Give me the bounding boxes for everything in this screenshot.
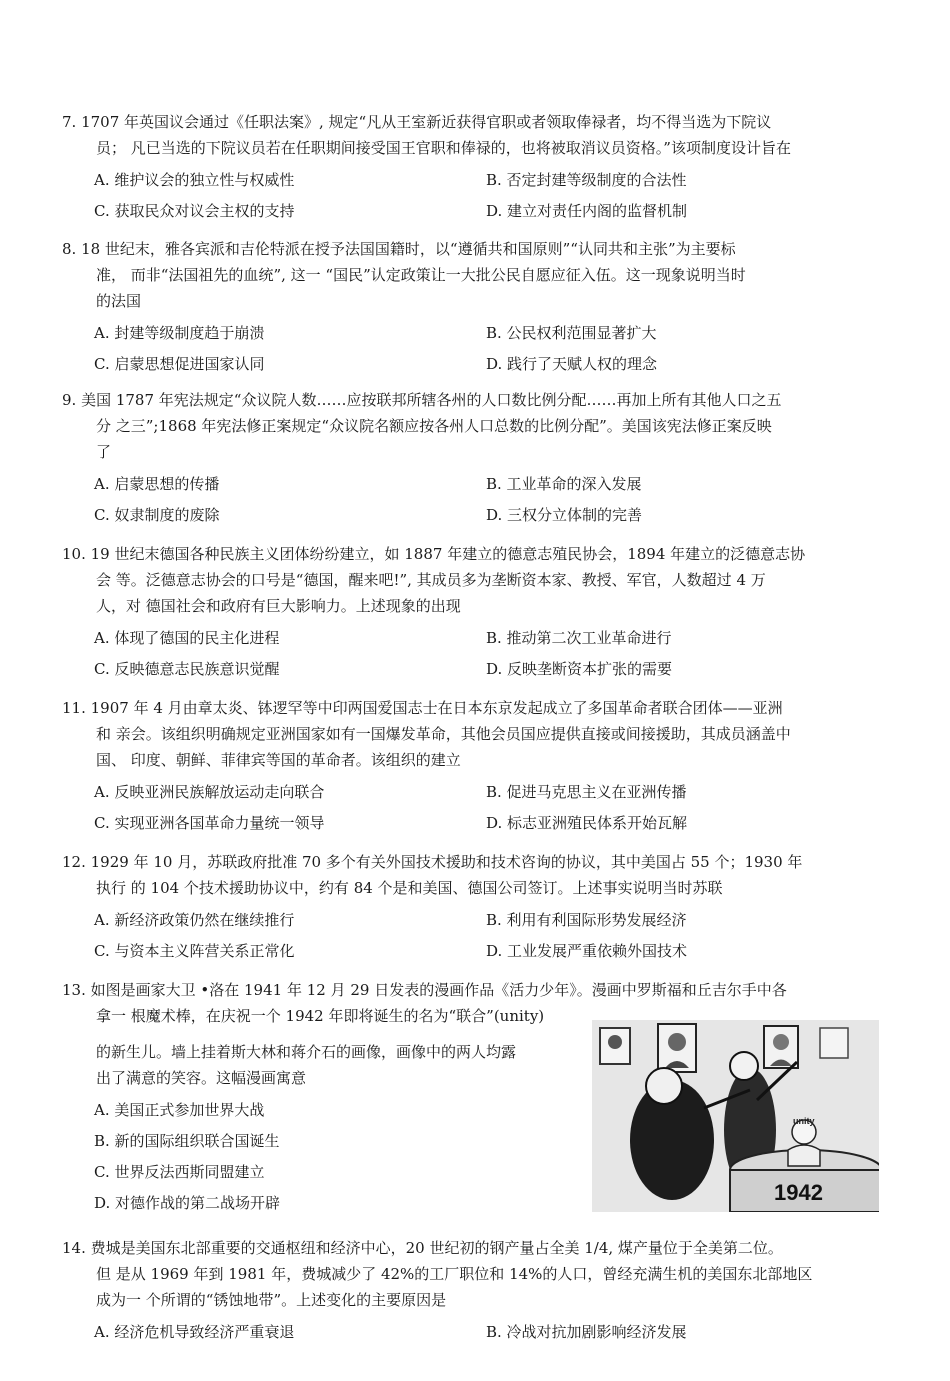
stem-line: 了 [96,443,112,461]
option-b[interactable]: B. 利用有利国际形势发展经济 [486,911,687,929]
cartoon-illustration [592,1020,879,1212]
stem-line: 的法国 [96,292,142,310]
stem-line: 人，对 德国社会和政府有巨大影响力。上述现象的出现 [96,597,461,615]
stem-line: 12. 1929 年 10 月，苏联政府批准 70 多个有关外国技术援助和技术咨询的协议，其中美国占 55 个；1930 年 [62,853,803,871]
question-stem [62,236,882,314]
option-a[interactable]: A. 美国正式参加世界大战 [94,1101,265,1119]
cartoon-year-label: 1942 [774,1180,823,1205]
stem-line: 会 等。泛德意志协会的口号是“德国，醒来吧!”, 其成员多为垄断资本家、教授、军官，人数超过 4 万 [96,571,766,589]
option-c[interactable]: C. 奴隶制度的废除 [94,506,220,524]
stem-line: 7. 1707 年英国议会通过《任职法案》, 规定“凡从王室新近获得官职或者领取俸禄者，均不得当选为下院议 [62,113,772,131]
question-stem [62,849,882,901]
option-a[interactable]: A. 新经济政策仍然在继续推行 [94,911,295,929]
option-d[interactable]: D. 标志亚洲殖民体系开始瓦解 [486,814,688,832]
option-d[interactable]: D. 工业发展严重依赖外国技术 [486,942,688,960]
question-stem [62,541,882,619]
stem-line: 14. 费城是美国东北部重要的交通枢纽和经济中心，20 世纪初的钢产量占全美 1/4, 煤产量位于全美第二位。 [62,1239,783,1257]
option-c[interactable]: C. 获取民众对议会主权的支持 [94,202,295,220]
cartoon-drawing [592,1020,879,1212]
question-14 [62,1235,882,1381]
stem-line: 9. 美国 1787 年宪法规定“众议院人数……应按联邦所辖各州的人口数比例分配……再加上所有其他人口之五 [62,391,782,409]
stem-line: 员； 凡已当选的下院议员若在任职期间接受国王官职和俸禄的，也将被取消议员资格。”该项制度设计旨在 [96,139,791,157]
stem-line: 和 亲会。该组织明确规定亚洲国家如有一国爆发革命，其他会员国应提供直接或间接援助，其成员涵盖中 [96,725,791,743]
option-b[interactable]: B. 推动第二次工业革命进行 [486,629,672,647]
option-d[interactable]: D. 对德作战的第二战场开辟 [94,1194,281,1212]
option-d[interactable]: D. 反映垄断资本扩张的需要 [486,660,673,678]
option-b[interactable]: B. 促进马克思主义在亚洲传播 [486,783,687,801]
stem-line: 出了满意的笑容。这幅漫画寓意 [96,1069,307,1087]
stem-line: 拿一 根魔术棒，在庆祝一个 1942 年即将诞生的名为“联合”(unity) [96,1007,545,1025]
option-a[interactable]: A. 经济危机导致经济严重衰退 [94,1323,295,1341]
stem-line: 成为一 个所谓的“锈蚀地带”。上述变化的主要原因是 [96,1291,447,1309]
question-stem [62,1235,882,1313]
option-d[interactable]: D. 践行了天赋人权的理念 [486,355,658,373]
option-b[interactable]: B. 冷战对抗加剧影响经济发展 [486,1323,687,1341]
question-9 [62,387,882,533]
stem-line: 的新生儿。墙上挂着斯大林和蒋介石的画像，画像中的两人均露 [96,1043,517,1061]
stem-line: 执行 的 104 个技术援助协议中，约有 84 个是和美国、德国公司签订。上述事实说明当时苏联 [96,879,723,897]
option-b[interactable]: B. 公民权利范围显著扩大 [486,324,657,342]
option-a[interactable]: A. 反映亚洲民族解放运动走向联合 [94,783,325,801]
option-d[interactable]: D. 三权分立体制的完善 [486,506,643,524]
question-stem [62,695,882,773]
stem-line: 11. 1907 年 4 月由章太炎、钵逻罕等中印两国爱国志士在日本东京发起成立了多国革命者联合团体——亚洲 [62,699,783,717]
question-7 [62,109,882,229]
option-d[interactable]: D. 建立对责任内阁的监督机制 [486,202,688,220]
question-12 [62,849,882,969]
question-stem [62,387,882,465]
option-c[interactable]: C. 反映德意志民族意识觉醒 [94,660,280,678]
question-11 [62,695,882,841]
option-a[interactable]: A. 封建等级制度趋于崩溃 [94,324,265,342]
option-b[interactable]: B. 否定封建等级制度的合法性 [486,171,687,189]
option-b[interactable]: B. 新的国际组织联合国诞生 [94,1132,280,1150]
option-a[interactable]: A. 启蒙思想的传播 [94,475,220,493]
stem-line: 准， 而非“法国祖先的血统”, 这一 “国民”认定政策让一大批公民自愿应征入伍。这一现象说明当时 [96,266,746,284]
option-c[interactable]: C. 与资本主义阵营关系正常化 [94,942,295,960]
question-10 [62,541,882,687]
stem-line: 8. 18 世纪末，雅各宾派和吉伦特派在授予法国国籍时，以“遵循共和国原则”“认同共和主张”为主要标 [62,240,736,258]
question-stem [62,109,882,161]
option-c[interactable]: C. 世界反法西斯同盟建立 [94,1163,265,1181]
cartoon-sign-text: unity [793,1116,815,1126]
option-c[interactable]: C. 实现亚洲各国革命力量统一领导 [94,814,325,832]
question-8 [62,236,882,382]
stem-line: 分 之三”;1868 年宪法修正案规定“众议院名额应按各州人口总数的比例分配”。美国该宪法修正案反映 [96,417,772,435]
option-a[interactable]: A. 体现了德国的民主化进程 [94,629,280,647]
option-b[interactable]: B. 工业革命的深入发展 [486,475,642,493]
option-a[interactable]: A. 维护议会的独立性与权威性 [94,171,295,189]
stem-line: 国、 印度、朝鲜、菲律宾等国的革命者。该组织的建立 [96,751,461,769]
option-c[interactable]: C. 启蒙思想促进国家认同 [94,355,265,373]
stem-line: 10. 19 世纪末德国各种民族主义团体纷纷建立，如 1887 年建立的德意志殖民协会，1894 年建立的泛德意志协 [62,545,806,563]
stem-line: 13. 如图是画家大卫 •洛在 1941 年 12 月 29 日发表的漫画作品《活力少年》。漫画中罗斯福和丘吉尔手中各 [62,981,787,999]
stem-line: 但 是从 1969 年到 1981 年，费城减少了 42%的工厂职位和 14%的人口，曾经充满生机的美国东北部地区 [96,1265,813,1283]
